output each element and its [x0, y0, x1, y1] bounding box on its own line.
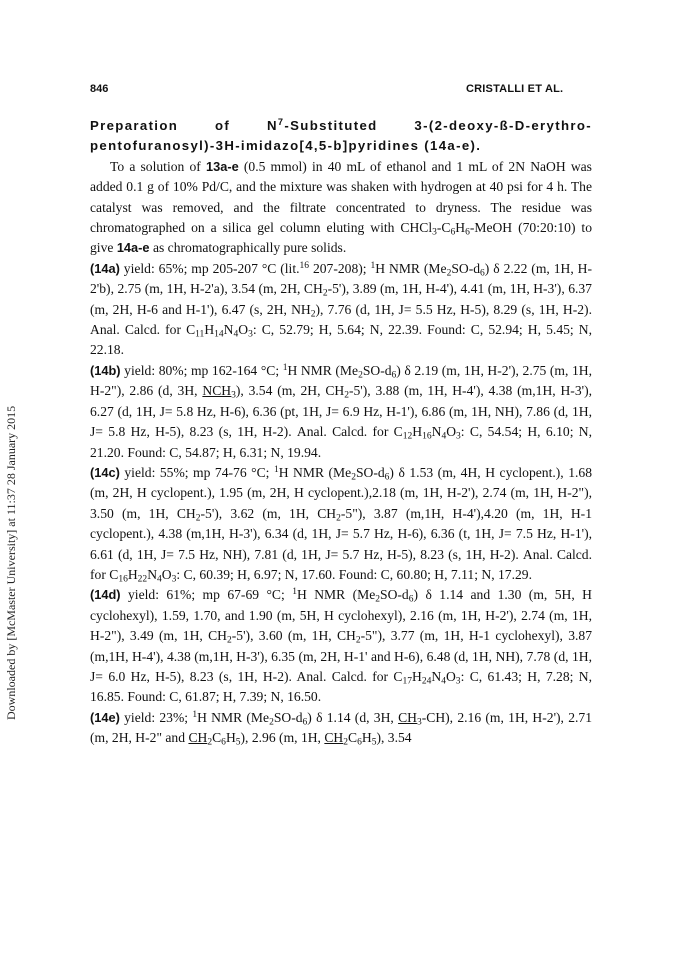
entry-text: ), 2.96 (m, 1H, [240, 730, 325, 746]
isotope-superscript: 1 [192, 709, 198, 720]
procedure-text: H [455, 220, 466, 236]
entry-text: yield: 65%; mp 205-207 °C (lit. [119, 260, 300, 276]
compound-label: (14b) [90, 362, 121, 378]
formula-element: N [147, 566, 158, 582]
entry-text: H [361, 730, 372, 746]
entry-text: -5'), 3.89 (m, 1H, H-4'), 4.41 (m, 1H, H-3'), 6.37 (m, 2H, H-6 and H-1'), 6.47 (s, 2H, NH [90, 281, 592, 317]
subscript: 12 [402, 431, 413, 442]
subscript: 2 [355, 635, 361, 646]
entry-text: yield: 23%; [119, 709, 193, 725]
underlined-group [188, 730, 213, 748]
procedure-paragraph [90, 157, 592, 259]
entry-text: : C, 61.43; H, 7.28; N, 16.85. Found: C, 61.87; H, 7.39; N, 16.50. [90, 668, 593, 705]
underlined-text: CH [188, 730, 208, 746]
procedure-text: -MeOH (70:20:10) to give [90, 220, 592, 256]
entry-text: -5'), 3.60 (m, 1H, CH [231, 628, 356, 644]
formula-element: O [161, 566, 172, 582]
subscript: 5 [371, 737, 377, 748]
entry-text: SO-d [273, 709, 303, 725]
entry-14d [90, 585, 592, 707]
subscript: 2 [336, 513, 341, 524]
subscript: 2 [310, 309, 316, 320]
formula-element: H [412, 424, 423, 440]
formula-element: H [204, 322, 215, 338]
subscript: 6 [480, 268, 485, 279]
subscript: 4 [157, 574, 162, 585]
subscript: 2 [358, 370, 363, 381]
entry-text: -5'), 3.62 (m, 1H, CH [200, 505, 337, 521]
formula-element: O [445, 668, 456, 684]
entry-text: SO-d [355, 464, 385, 480]
subscript: 2 [375, 594, 381, 605]
entry-14c [90, 463, 592, 585]
subscript: 6 [221, 737, 226, 748]
isotope-superscript: 1 [370, 260, 376, 271]
subscript: 4 [441, 431, 447, 442]
entry-text: yield: 80%; mp 162-164 °C; [120, 362, 283, 378]
entry-text: C [212, 730, 222, 746]
subscript: 6 [384, 472, 390, 483]
entry-text: SO-d [451, 260, 481, 276]
entry-text: -CH), 2.16 (m, 1H, H-2'), 2.71 (m, 2H, H-2" and [90, 709, 592, 746]
formula-element: N [431, 424, 442, 440]
subscript: 6 [357, 737, 362, 748]
formula-element: O [238, 322, 249, 338]
subscript: 2 [343, 737, 349, 748]
underlined-text: CH [324, 730, 344, 746]
subscript: 2 [227, 635, 232, 646]
entry-text: ) δ 1.14 (d, 3H, [307, 709, 399, 725]
subscript: 3 [455, 676, 461, 687]
subscript: 6 [465, 227, 470, 238]
article-body [90, 116, 592, 749]
procedure-text: To a solution of [110, 158, 206, 174]
entry-text: -5'), 3.88 (m, 1H, H-4'), 4.38 (m,1H, H-3'), 6.27 (d, 1H, J= 5.8 Hz, H-6), 6.36 (pt, 1H, J= 6.9 Hz, H-1'), 6.86 (m, 1H, NH), 7.86 (d, 1H, J= 5.8 Hz, H-5), 8.23 (s, 1H, H-2). Anal. Calcd. for C [90, 383, 592, 440]
procedure-text: -C [436, 220, 451, 236]
entry-text: : C, 52.79; H, 5.64; N, 22.39. Found: C, 52.94; H, 5.45; N, 22.18. [90, 322, 593, 358]
running-head: CRISTALLI ET AL. [466, 83, 564, 95]
section-heading [90, 116, 592, 157]
subscript: 24 [421, 676, 432, 687]
entry-text: H NMR (Me [278, 464, 352, 480]
download-watermark: Downloaded by [McMaster University] at 11:37 28 January 2015 [4, 405, 18, 720]
subscript: 11 [195, 329, 205, 340]
entry-text: H NMR (Me [375, 260, 447, 276]
compound-label: (14a) [90, 260, 120, 276]
subscript: 5 [235, 737, 241, 748]
entry-text: H NMR (Me [287, 362, 359, 378]
subscript: 3 [248, 329, 253, 340]
entry-text: SO-d [380, 587, 409, 603]
entry-text: ), 3.54 (m, 2H, CH [235, 383, 345, 399]
heading-suffix: -Substituted 3-(2-deoxy-ß-D-erythro-pentofuranosyl)-3H-imidazo[4,5-b]pyridines (14a-e). [90, 118, 593, 154]
subscript: 6 [391, 370, 397, 381]
entry-text: : C, 54.54; H, 6.10; N, 21.20. Found: C, 54.87; H, 6.31; N, 19.94. [90, 424, 593, 460]
entry-14b [90, 361, 592, 463]
subscript: 2 [351, 472, 356, 483]
entry-text: H NMR (Me [197, 709, 270, 725]
entry-text: ) δ 2.22 (m, 1H, H-2'b), 2.75 (m, 1H, H-2'a), 3.54 (m, 2H, CH [90, 260, 592, 297]
subscript: 2 [269, 717, 274, 728]
entry-text: 207-208); [309, 260, 371, 276]
formula-element: O [446, 424, 457, 440]
formula-element: H [127, 566, 138, 582]
entry-text: H [225, 730, 236, 746]
subscript: 16 [118, 574, 128, 585]
subscript: 2 [322, 288, 328, 299]
subscript: 2 [195, 513, 201, 524]
entry-14a [90, 259, 592, 361]
entry-text: ), 7.76 (d, 1H, J= 5.5 Hz, H-5), 8.29 (s, 1H, H-2). Anal. Calcd. for C [90, 301, 592, 338]
formula-element: H [412, 668, 422, 684]
isotope-superscript: 1 [282, 362, 288, 373]
underlined-group [398, 709, 422, 728]
compound-ref: 14a-e [116, 240, 150, 256]
formula-element: N [223, 322, 234, 338]
subscript: 4 [233, 329, 239, 340]
entry-text: yield: 55%; mp 74-76 °C; [119, 464, 274, 480]
entry-text: ) δ 1.14 and 1.30 (m, 5H, H cyclohexyl), 1.59, 1.70, and 1.90 (m, 5H, H cyclohexyl), 2.16 (m, 1H, H-2'), 2.74 (m, 1H, H-2"), 3.49 (m, 1H, CH [90, 587, 592, 644]
subscript: 3 [171, 574, 177, 585]
underlined-text: CH [398, 709, 417, 725]
underlined-group [202, 383, 236, 401]
subscript: 2 [446, 268, 452, 279]
subscript: 16 [422, 431, 432, 442]
compound-label: (14e) [90, 709, 120, 725]
subscript: 4 [441, 676, 446, 687]
subscript: 17 [402, 676, 413, 687]
subscript: 2 [207, 737, 213, 748]
procedure-text: as chromatographically pure solids. [149, 240, 347, 256]
isotope-superscript: 1 [292, 587, 297, 598]
page-number: 846 [90, 83, 109, 95]
entry-text: H NMR (Me [296, 587, 376, 603]
subscript: 22 [137, 574, 148, 585]
compound-ref: 13a-e [205, 158, 239, 174]
subscript: 6 [408, 594, 414, 605]
procedure-text: (0.5 mmol) in 40 mL of ethanol and 1 mL of 2N NaOH was added 0.1 g of 10% Pd/C, and the mixture was shaken with hydrogen at 40 psi for 4 h. The catalyst was removed, and the filtrate concentrated to dryness. The residue was chromatographed on a silica gel column eluting with CHCl [90, 158, 592, 236]
subscript: 2 [344, 390, 349, 401]
entry-text: SO-d [362, 362, 392, 378]
heading-prefix: Preparation of N [90, 118, 278, 133]
isotope-superscript: 1 [273, 464, 279, 475]
underlined-group [324, 730, 349, 748]
compound-label: (14d) [90, 587, 121, 603]
subscript: 3 [456, 431, 461, 442]
underlined-text: NCH [202, 383, 232, 399]
subscript: 3 [432, 227, 437, 238]
entry-text: yield: 61%; mp 67-69 °C; [120, 587, 293, 603]
subscript: 3 [416, 717, 422, 728]
heading-superscript: 7 [277, 116, 285, 127]
entry-14e [90, 708, 592, 749]
entry-text: : C, 60.39; H, 6.97; N, 17.60. Found: C, 60.80; H, 7.11; N, 17.29. [176, 566, 532, 582]
compound-label: (14c) [90, 464, 120, 480]
subscript: 3 [231, 390, 236, 401]
entry-text: C [348, 730, 358, 746]
entry-text: -5"), 3.77 (m, 1H, H-1 cyclohexyl), 3.87 (m,1H, H-4'), 4.38 (m,1H, H-3'), 6.35 (m, 2H, H-1' and H-6), 6.48 (d, 1H, NH), 7.78 (d, 1H, J= 6.0 Hz, H-5), 8.23 (s, 1H, H-2). Anal. Calcd. for C [90, 628, 592, 684]
subscript: 6 [302, 717, 308, 728]
entry-text: -5"), 3.87 (m,1H, H-4'),4.20 (m, 1H, H-1 cyclopent.), 4.38 (m,1H, H-3'), 6.34 (d, 1H, J= 5.7 Hz, H-6), 6.36 (t, 1H, J= 7.5 Hz, H-1'), 6.61 (d, 1H, J= 7.5 Hz, NH), 7.81 (d, 1H, J= 5.7 Hz, H-5), 8.23 (s, 1H, H-2). Anal. Calcd. for C [90, 505, 593, 582]
reference-superscript: 16 [299, 260, 310, 271]
subscript: 14 [214, 329, 224, 340]
subscript: 6 [450, 227, 456, 238]
entry-text: ), 3.54 [376, 730, 412, 746]
entry-text: ) δ 1.53 (m, 4H, H cyclopent.), 1.68 (m, 2H, H cyclopent.), 1.95 (m, 2H, H cyclopent.),2.18 (m, 1H, H-2'), 2.74 (m, 1H, H-2"), 3.50 (m, 1H, CH [90, 464, 592, 521]
formula-element: N [431, 668, 442, 684]
entry-text: ) δ 2.19 (m, 1H, H-2'), 2.75 (m, 1H, H-2"), 2.86 (d, 3H, [90, 362, 592, 399]
